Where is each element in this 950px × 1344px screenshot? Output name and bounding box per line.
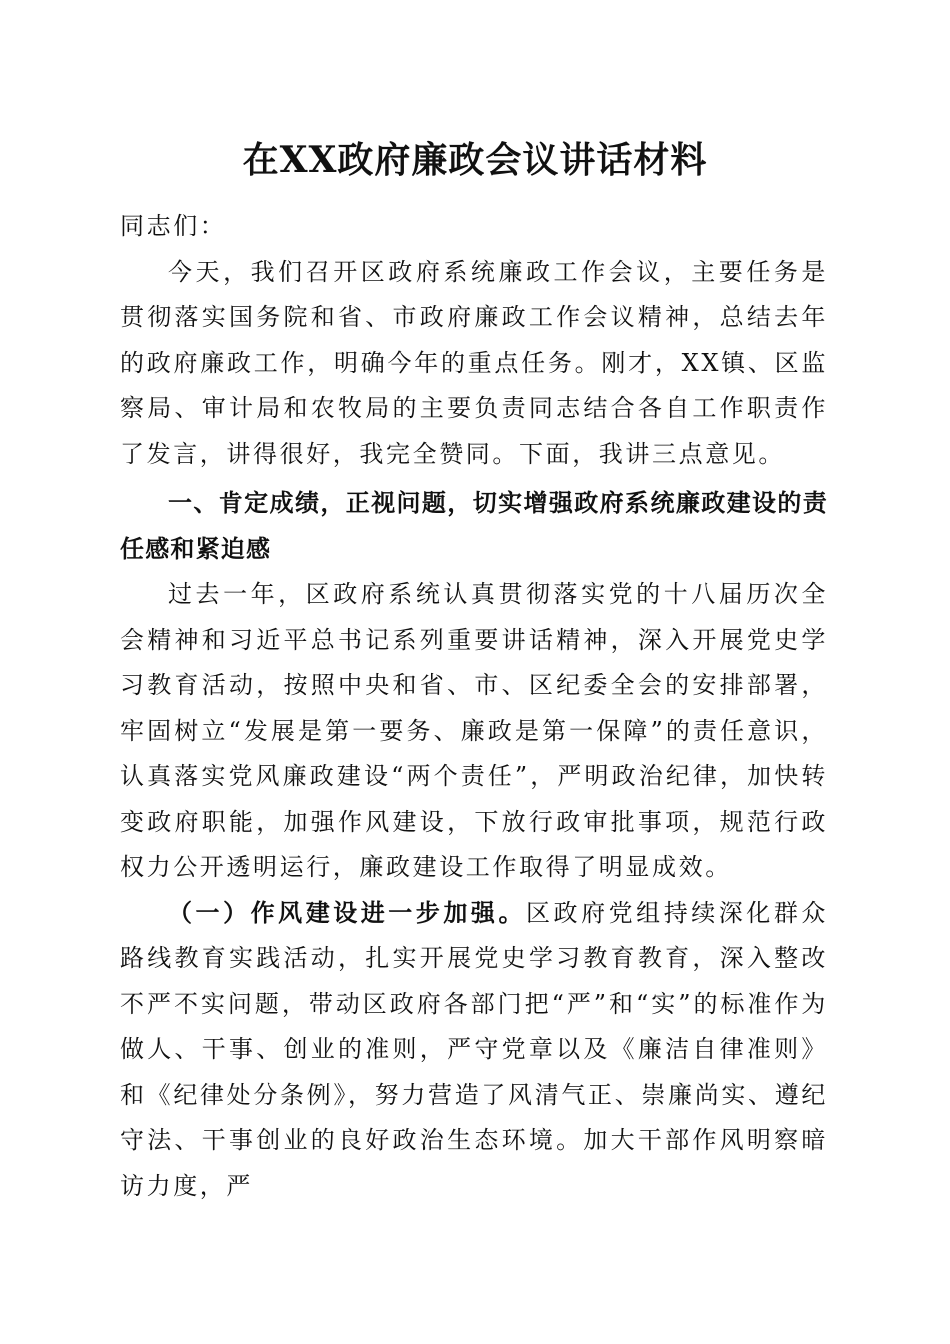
salutation: 同志们： xyxy=(120,212,227,240)
subsection-1-lead: （一）作风建设进一步加强。 xyxy=(168,898,526,927)
section-1-heading: 一、肯定成绩，正视问题，切实增强政府系统廉政建设的责任感和紧迫感 xyxy=(120,489,828,563)
document-title: 在XX政府廉政会议讲话材料 xyxy=(242,139,708,181)
subsection-1-paragraph xyxy=(120,891,828,1210)
section-1-paragraph: 过去一年，区政府系统认真贯彻落实党的十八届历次全会精神和习近平总书记系列重要讲话精神，深入开展党史学习教育活动，按照中央和省、市、区纪委全会的安排部署，牢固树立“发展是第一要务、廉政是第一保障”的责任意识，认真落实党风廉政建设“两个责任”，严明政治纪律，加快转变政府职能，加强作风建设，下放行政审批事项，规范行政权力公开透明运行，廉政建设工作取得了明显成效。 xyxy=(120,580,828,881)
intro-paragraph: 今天，我们召开区政府系统廉政工作会议，主要任务是贯彻落实国务院和省、市政府廉政工作会议精神，总结去年的政府廉政工作，明确今年的重点任务。刚才，XX镇、区监察局、审计局和农牧局的主要负责同志结合各自工作职责作了发言，讲得很好，我完全赞同。下面，我讲三点意见。 xyxy=(120,257,828,468)
document-body xyxy=(120,204,828,1209)
subsection-1-body: 区政府党组持续深化群众路线教育实践活动，扎实开展党史学习教育教育，深入整改不严不实问题，带动区政府各部门把“严”和“实”的标准作为做人、干事、创业的准则，严守党章以及《廉洁自律准则》和《纪律处分条例》，努力营造了风清气正、崇廉尚实、遵纪守法、干事创业的良好政治生态环境。加大干部作风明察暗访力度，严 xyxy=(120,898,828,1200)
